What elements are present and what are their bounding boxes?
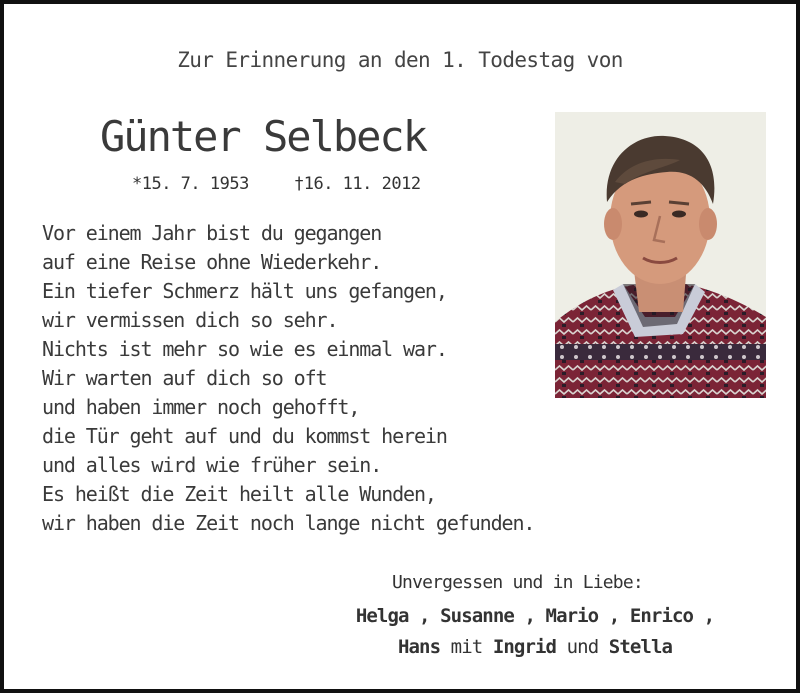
portrait-photo <box>555 112 766 398</box>
mourners-line-1: Helga , Susanne , Mario , Enrico , <box>355 605 715 627</box>
birth-date: *15. 7. 1953 <box>132 174 249 194</box>
mourners-line-2 <box>4 636 800 658</box>
deceased-name: Günter Selbeck <box>100 112 427 161</box>
poem-line: und haben immer noch gehofft, <box>42 395 360 419</box>
poem-line: wir haben die Zeit noch lange nicht gefunden. <box>42 511 535 535</box>
intro-line: Zur Erinnerung an den 1. Todestag von <box>177 48 623 72</box>
poem-line: und alles wird wie früher sein. <box>42 453 382 477</box>
poem-line: Es heißt die Zeit heilt alle Wunden, <box>42 482 436 506</box>
poem-line: wir vermissen dich so sehr. <box>42 308 338 332</box>
death-date: †16. 11. 2012 <box>294 174 421 194</box>
closing-line: Unvergessen und in Liebe: <box>392 572 643 593</box>
poem-line: Vor einem Jahr bist du gegangen <box>42 221 382 245</box>
poem-line: Ein tiefer Schmerz hält uns gefangen, <box>42 279 447 303</box>
poem <box>42 219 534 538</box>
poem-line: Wir warten auf dich so oft <box>42 366 327 390</box>
connector-word: und <box>566 636 599 658</box>
mourner-name: Stella <box>608 636 673 658</box>
poem-line: Nichts ist mehr so wie es einmal war. <box>42 337 447 361</box>
connector-word: mit <box>450 636 483 658</box>
poem-line: die Tür geht auf und du kommst herein <box>42 424 447 448</box>
poem-line: auf eine Reise ohne Wiederkehr. <box>42 250 382 274</box>
mourner-name: Hans <box>397 636 441 658</box>
portrait-illustration <box>555 112 766 398</box>
mourner-name: Ingrid <box>492 636 557 658</box>
